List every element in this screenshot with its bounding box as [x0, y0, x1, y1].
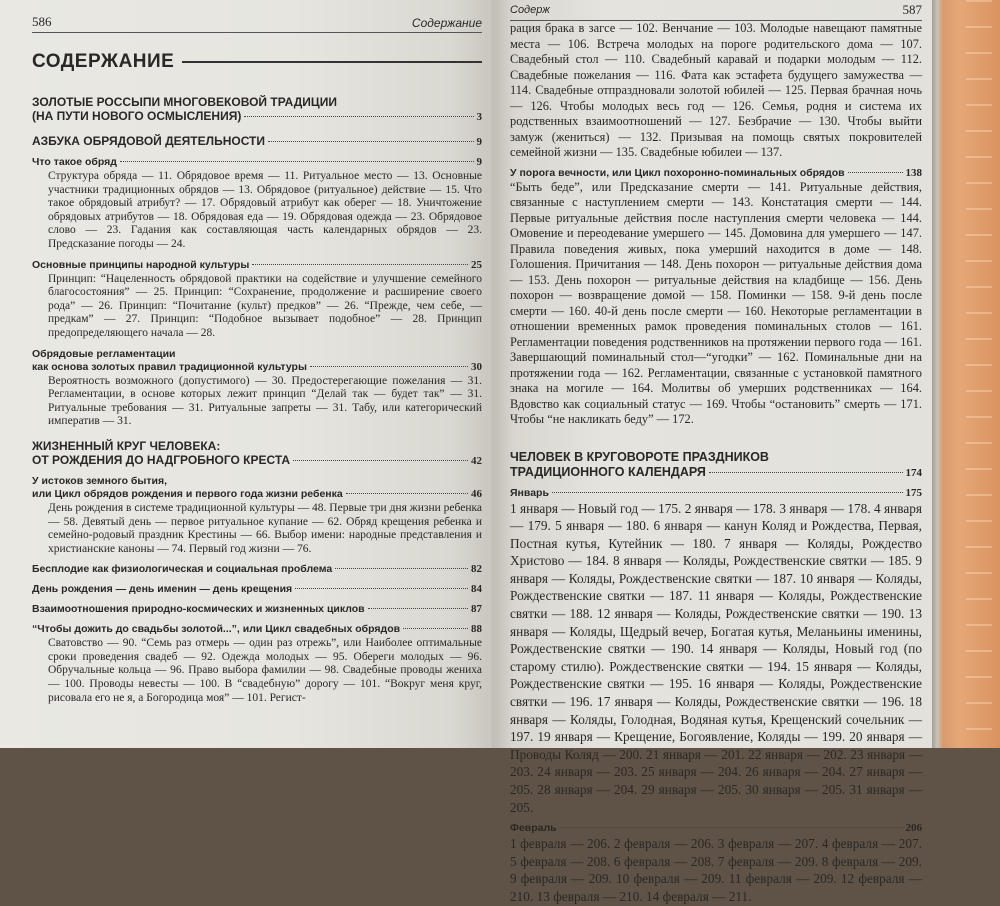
section-heading-page: 3 [476, 111, 482, 123]
right-toc [510, 167, 922, 906]
continued-entries: рация брака в загсе — 102. Венчание — 103. Молодые навещают памятные места — 106. Встреча молодых на пороге родительского дома — 107. Свадебный стол — 110. Свадебный каравай и подарки молодым — 112. Свадебные пожелания — 116. Фата как эстафета будущего замужества — 114. Свадебные отпраздновали золотой юбилей — 125. Первая брачная ночь — 126. Чтобы молодых весь год — 126. Семья, родня и система их родственных взаимоотношений — 127. Безбрачие — 130. Чтобы выйти замуж (жениться) — 132. Призывая на помощь святых покровителей семейной жизни — 135. Свадебные юбилеи — 137. [510, 21, 922, 159]
month-heading [510, 487, 922, 500]
section-heading-row [32, 453, 482, 468]
chapter-heading-text: Взаимоотношения природно-космических и жизненных циклов [32, 603, 365, 616]
chapter-heading-line: У истоков земного бытия, [32, 474, 168, 487]
chapter-entries: Принцип: “Нацеленность обрядовой практики на содействие и улучшение семейного благосостояния” — 25. Принцип: “Сохранение, продолжение и расширение своего рода” — 26. Принцип: “Почитание (культ) предков” — 26. “Прежде, чем себе, — предкам” — 27. Принцип: “Подобное вызывает подобное” — 28. Принцип предопределяющего начала — 28. [48, 272, 482, 339]
chapter-heading-text: Бесплодие как физиологическая и социальная проблема [32, 563, 333, 576]
section-heading-row [32, 134, 482, 149]
dot-leader [244, 116, 473, 117]
month-entries: 1 февраля — 206. 2 февраля — 206. 3 февраля — 207. 4 февраля — 207. 5 февраля — 208. 6 февраля — 208. 7 февраля — 209. 8 февраля — 209. 9 февраля — 209. 10 февраля — 209. 11 февраля — 209. 12 февраля — 210. 13 февраля — 210. 14 февраля — 211. [510, 836, 922, 904]
month-heading-page: 206 [905, 822, 922, 835]
chapter-heading-row [32, 623, 482, 636]
right-page-number: 587 [902, 2, 922, 17]
chapter-heading-text: Что такое обряд [32, 156, 117, 168]
chapter-heading-text: или Цикл обрядов рождения и первого года жизни ребенка [32, 487, 343, 500]
right-running-head [510, 0, 922, 21]
chapter-entries: “Быть беде”, или Предсказание смерти — 141. Ритуальные действия, связанные с наступлением смерти — 143. Констатация смерти — 144. Первые ритуальные действия после наступления смерти человека — 144. Омовение и переодевание умершего — 145. Домовина для умершего — 147. Правила поведения живых, пока умерший находится в доме — 148. Голошения. Причитания — 148. День похорон — ритуальные действия дома — 153. День похорон — ритуальные действия на кладбище — 156. День похорон — возвращение домой — 158. Поминки — 158. 9-й день после смерти — 160. 40-й день после смерти — 160. Некоторые регламентации в отношении временных рамок проведения поминальных столов — 161. Регламентации поведения родственников на протяжении первого года — 161. Завершающий поминальный стол—“угодки” — 162. Поминальные дни на протяжении года — 162. Регламентации, связанные с установкой памятного знака на могиле — 164. Молитвы об умерших родственниках — 164. Вдовство как социальный статус — 169. Чтобы “остановить” смерть — 171. Чтобы “не накликать беду” — 172. [510, 179, 922, 426]
section-heading [32, 439, 482, 468]
chapter-heading-row [32, 156, 482, 169]
section-heading-page: 9 [476, 136, 482, 148]
chapter-heading [32, 259, 482, 272]
contents-title: СОДЕРЖАНИЕ [32, 51, 482, 73]
section-heading-text: ТРАДИЦИОННОГО КАЛЕНДАРЯ [510, 464, 706, 479]
chapter-heading-page: 138 [905, 166, 922, 179]
chapter-heading-text: День рождения — день именин — день крещения [32, 583, 293, 596]
chapter-heading-page: 87 [471, 603, 482, 616]
chapter-heading-line: Обрядовые регламентации [32, 347, 176, 360]
section-heading-text: ОТ РОЖДЕНИЯ ДО НАДГРОБНОГО КРЕСТА [32, 452, 291, 467]
chapter-heading-text: У порога вечности, или Цикл похоронно-поминальных обрядов [510, 166, 845, 179]
section-heading-line: ЖИЗНЕННЫЙ КРУГ ЧЕЛОВЕКА: [32, 438, 221, 453]
section-heading [32, 134, 482, 149]
dot-leader [335, 568, 468, 569]
dot-leader [252, 264, 468, 265]
section-heading-page: 174 [905, 466, 922, 479]
chapter-entries: Сватовство — 90. “Семь раз отмерь — один раз отрежь”, или Наиболее оптимальные сроки проведения свадеб — 92. Одежда молодых — 95. Обереги молодых — 96. Обручальные кольца — 96. Право выбора фамилии — 98. Свадебные проводы жениха — 100. Проводы невесты — 100. В “свадебную” дорогу — 101. “Вокруг меня круг, рисовала его не я, а Богородица моя” — 101. Регист- [48, 637, 482, 704]
left-page [0, 0, 492, 748]
dot-leader [368, 608, 468, 609]
dot-leader [403, 628, 468, 629]
chapter-heading-row [32, 563, 482, 576]
month-heading-text: Февраль [510, 822, 557, 835]
chapter-entries: День рождения в системе традиционной культуры — 48. Первые три дня жизни ребенка — 58. Девятый день — первое ритуальное купание — 62. Обряд крещения ребенка и семейно-родовый праздник Крестины — 66. Выбор имени: народные представления и христианские каноны — 74. Первый год жизни — 76. [48, 501, 482, 555]
chapter-heading-page: 30 [471, 360, 482, 373]
left-page-number: 586 [32, 14, 52, 29]
dot-leader [120, 161, 474, 162]
chapter-heading-row [32, 583, 482, 596]
dot-leader [552, 492, 903, 493]
chapter-heading [32, 583, 482, 596]
chapter-heading [32, 475, 482, 501]
month-entries: 1 января — Новый год — 175. 2 января — 178. 3 января — 178. 4 января — 179. 5 января — 180. 6 января — канун Коляд и Рождества, Первая, Постная кутья, Кутейник — 180. 7 января — Коляды, Рождество Христово — 184. 8 января — Коляды, Рождественские святки — 185. 9 января — Коляды, Рождественские святки — 187. 10 января — Коляды, Рождественские святки — 187. 11 января — Коляды, Рождественские святки — 188. 12 января — Коляды, Рождественские святки — 190. 13 января — Коляды, Щедрый вечер, Богатая кутья, Меланьины именины, Рождественские святки — 190. 14 января — Коляды, Новый год (по старому стилю). Рождественские святки — 194. 15 января — Коляды, Рождественские святки — 195. 16 января — Коляды, Рождественские святки — 196. 17 января — Коляды, Рождественские святки — 196. 18 января — Коляды, Голодная, Водяная кутья, Крещенский сочельник — 197. 19 января — Крещение, Богоявление, Коляды — 199. 20 января — Проводы Коляд — 200. 21 января — 201. 22 января — 202. 23 января — 203. 24 января — 203. 25 января — 204. 26 января — 204. 27 января — 205. 28 января — 204. 29 января — 205. 30 января — 205. 31 января — 205. [510, 500, 922, 815]
chapter-heading [32, 603, 482, 616]
section-heading-line: ЧЕЛОВЕК В КРУГОВОРОТЕ ПРАЗДНИКОВ [510, 449, 769, 464]
chapter-entries: Вероятность возможного (допустимого) — 30. Предостерегающие пожелания — 31. Регламентации, в основе которых лежит принцип “Делай так — будет так” — 31. Ритуальные требования — 31. Ритуальные запреты — 31. Табу, или категорический императив — 31. [48, 374, 482, 428]
section-heading-page: 42 [471, 454, 482, 467]
book-cover-edge [932, 0, 1000, 748]
left-running-head [32, 14, 482, 33]
chapter-heading [32, 563, 482, 576]
month-heading-row [510, 822, 922, 835]
dot-leader [295, 588, 468, 589]
dot-leader [346, 493, 468, 494]
chapter-heading [32, 348, 482, 374]
right-page [492, 0, 932, 904]
chapter-heading-page: 9 [476, 156, 482, 168]
section-heading [32, 95, 482, 124]
chapter-heading-text: “Чтобы дожить до свадьбы золотой...”, или Цикл свадебных обрядов [32, 623, 401, 636]
chapter-heading-row [32, 361, 482, 374]
dot-leader [560, 827, 903, 828]
chapter-heading-page: 82 [471, 563, 482, 576]
chapter-heading-text: Основные принципы народной культуры [32, 258, 250, 271]
left-running-title: Содержание [411, 16, 482, 30]
section-heading-text: АЗБУКА ОБРЯДОВОЙ ДЕЯТЕЛЬНОСТИ [32, 134, 266, 148]
chapter-heading-page: 84 [471, 583, 482, 596]
section-heading [510, 450, 922, 481]
chapter-heading [510, 167, 922, 180]
chapter-heading [32, 623, 482, 636]
month-heading [510, 822, 922, 835]
chapter-heading-page: 25 [471, 258, 482, 271]
dot-leader [848, 172, 903, 173]
section-heading-row [32, 109, 482, 124]
chapter-heading-row [32, 259, 482, 272]
chapter-heading [32, 156, 482, 169]
right-running-title: Содерж [510, 4, 550, 16]
section-heading-line: ЗОЛОТЫЕ РОССЫПИ МНОГОВЕКОВОЙ ТРАДИЦИИ [32, 95, 337, 109]
chapter-heading-page: 88 [471, 623, 482, 636]
chapter-heading-row [510, 167, 922, 180]
chapter-heading-page: 46 [471, 487, 482, 500]
section-heading-text: (НА ПУТИ НОВОГО ОСМЫСЛЕНИЯ) [32, 109, 242, 123]
section-heading-row [510, 465, 922, 481]
dot-leader [310, 366, 468, 367]
month-heading-text: Январь [510, 486, 549, 499]
dot-leader [268, 141, 473, 142]
left-toc [32, 95, 482, 705]
chapter-entries: Структура обряда — 11. Обрядовое время — 11. Ритуальное место — 13. Основные участники традиционных обрядов — 13. Обрядовое (ритуальное) действие — 15. Что такое обрядовый атрибут? — 17. Обрядовый атрибут как оберег — 18. Уничтожение обрядовых атрибутов — 18. Обрядовая еда — 19. Обрядовая одежда — 23. Обрядовое слово — 23. Гадания как составляющая часть календарных обрядов — 23. Предсказание погоды — 24. [48, 170, 482, 250]
dot-leader [709, 472, 903, 473]
month-heading-row [510, 487, 922, 500]
chapter-heading-text: как основа золотых правил традиционной культуры [32, 360, 307, 373]
chapter-heading-row [32, 488, 482, 501]
chapter-heading-row [32, 603, 482, 616]
dot-leader [293, 460, 468, 461]
month-heading-page: 175 [905, 486, 922, 499]
